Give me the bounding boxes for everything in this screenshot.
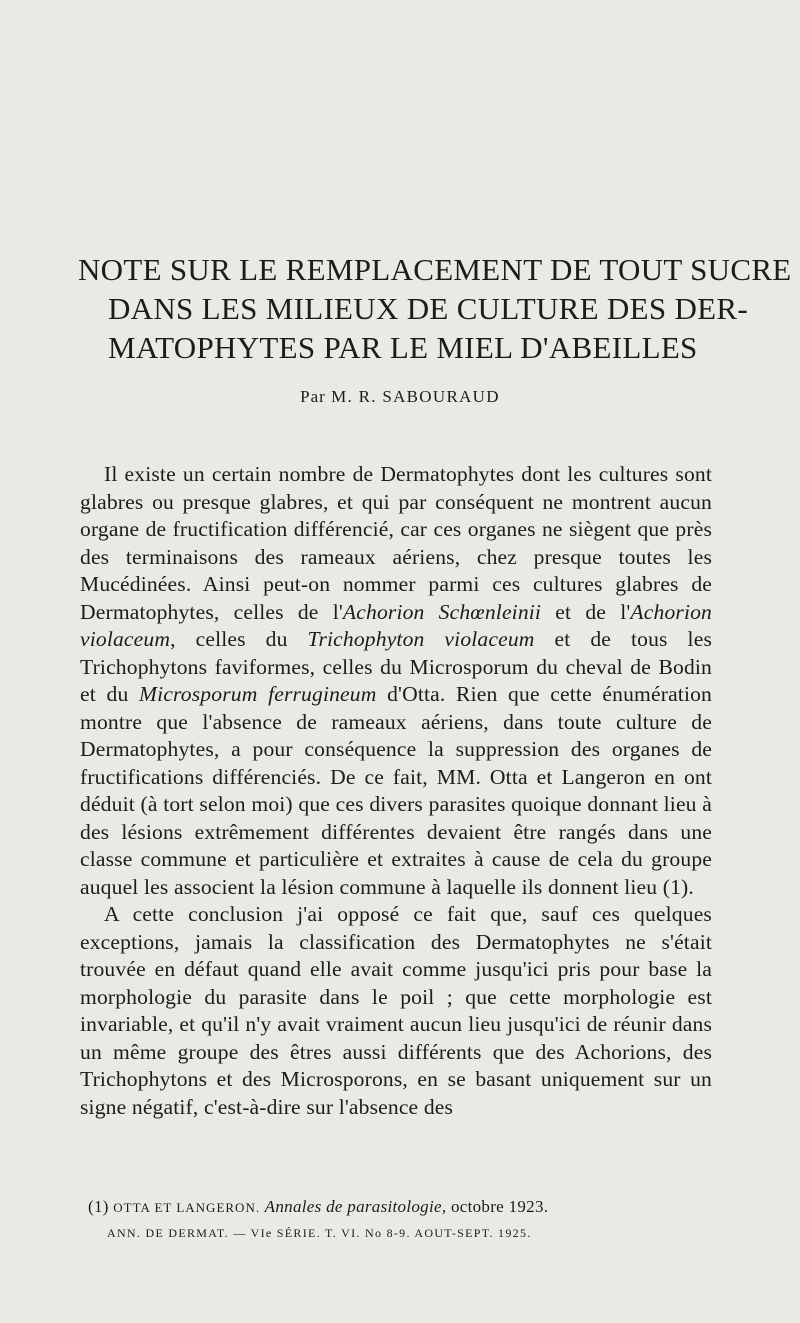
footnote-journal: Annales de parasitologie, — [264, 1197, 447, 1216]
byline-author: M. R. SABOURAUD — [331, 387, 500, 406]
byline-prefix: Par — [300, 387, 326, 406]
species-name: Microsporum ferrugineum — [139, 682, 377, 706]
paragraph-1 — [80, 461, 712, 901]
author-byline — [0, 387, 800, 407]
running-footer: ANN. DE DERMAT. — VIe SÉRIE. T. VI. No 8-9. AOUT-SEPT. 1925. — [107, 1226, 532, 1240]
paragraph-1-text-5: d'Otta. Rien que cette énumération montre que l'absence de rameaux aériens, dans toute culture de Dermatophytes, a pour conséquence la suppression des organes de fructifications différenciés. De ce fait, MM. Otta et Langeron en ont déduit (à tort selon moi) que ces divers parasites quoique donnant lieu à des lésions extrêmement différentes devaient être rangés dans une classe commune et particulière et extraites à cause de cela du groupe auquel les associent la lésion commune à laquelle ils donnent lieu (1). — [80, 682, 713, 899]
title-line-1: NOTE SUR LE REMPLACEMENT DE TOUT SUCRE — [78, 252, 792, 287]
footnote-marker: (1) — [88, 1197, 109, 1216]
species-name: Achorion violaceum — [80, 599, 712, 651]
title-line-2: DANS LES MILIEUX DE CULTURE DES DER- — [108, 291, 748, 326]
species-name: Trichophyton violaceum — [307, 627, 535, 651]
paragraph-2: A cette conclusion j'ai opposé ce fait que, sauf ces quelques exceptions, jamais la classification des Dermatophytes ne s'était trouvée en défaut quand elle avait comme jusqu'ici pris pour base la morphologie du parasite dans le poil ; que cette morphologie est invariable, et qu'il n'y avait vraiment aucun lieu jusqu'ici de réunir dans un même groupe des êtres aussi différents que des Achorions, des Trichophytons et des Microsporons, en se basant uniquement sur un signe négatif, c'est-à-dire sur l'absence des — [80, 902, 712, 1119]
paragraph-1-text-3: , celles du — [170, 627, 308, 651]
article-body — [80, 461, 712, 1121]
article-title — [78, 250, 792, 367]
title-line-3: MATOPHYTES PAR LE MIEL D'ABEILLES — [108, 330, 698, 365]
footnote — [88, 1197, 548, 1217]
footnote-date: octobre 1923. — [450, 1197, 549, 1216]
species-name: Achorion Schœnleinii — [342, 599, 542, 624]
footnote-authors: OTTA ET LANGERON. — [113, 1200, 261, 1215]
paragraph-1-text-2: et de l' — [541, 599, 631, 624]
paragraph-1-text-4: et de tous les Trichophytons faviformes, celles du Microsporum du cheval de Bodin et du — [80, 627, 712, 706]
paragraph-1-text-1: Il existe un certain nombre de Dermatophytes dont les cultures sont glabres ou presque glabres, et qui par conséquent ne montrent aucun organe de fructification différencié, car ces organes ne siègent que près des terminaisons des rameaux aériens, chez presque toutes les Mucédinées. Ainsi peut-on nommer parmi ces cultures glabres de Dermatophytes, celles de l' — [80, 462, 712, 624]
